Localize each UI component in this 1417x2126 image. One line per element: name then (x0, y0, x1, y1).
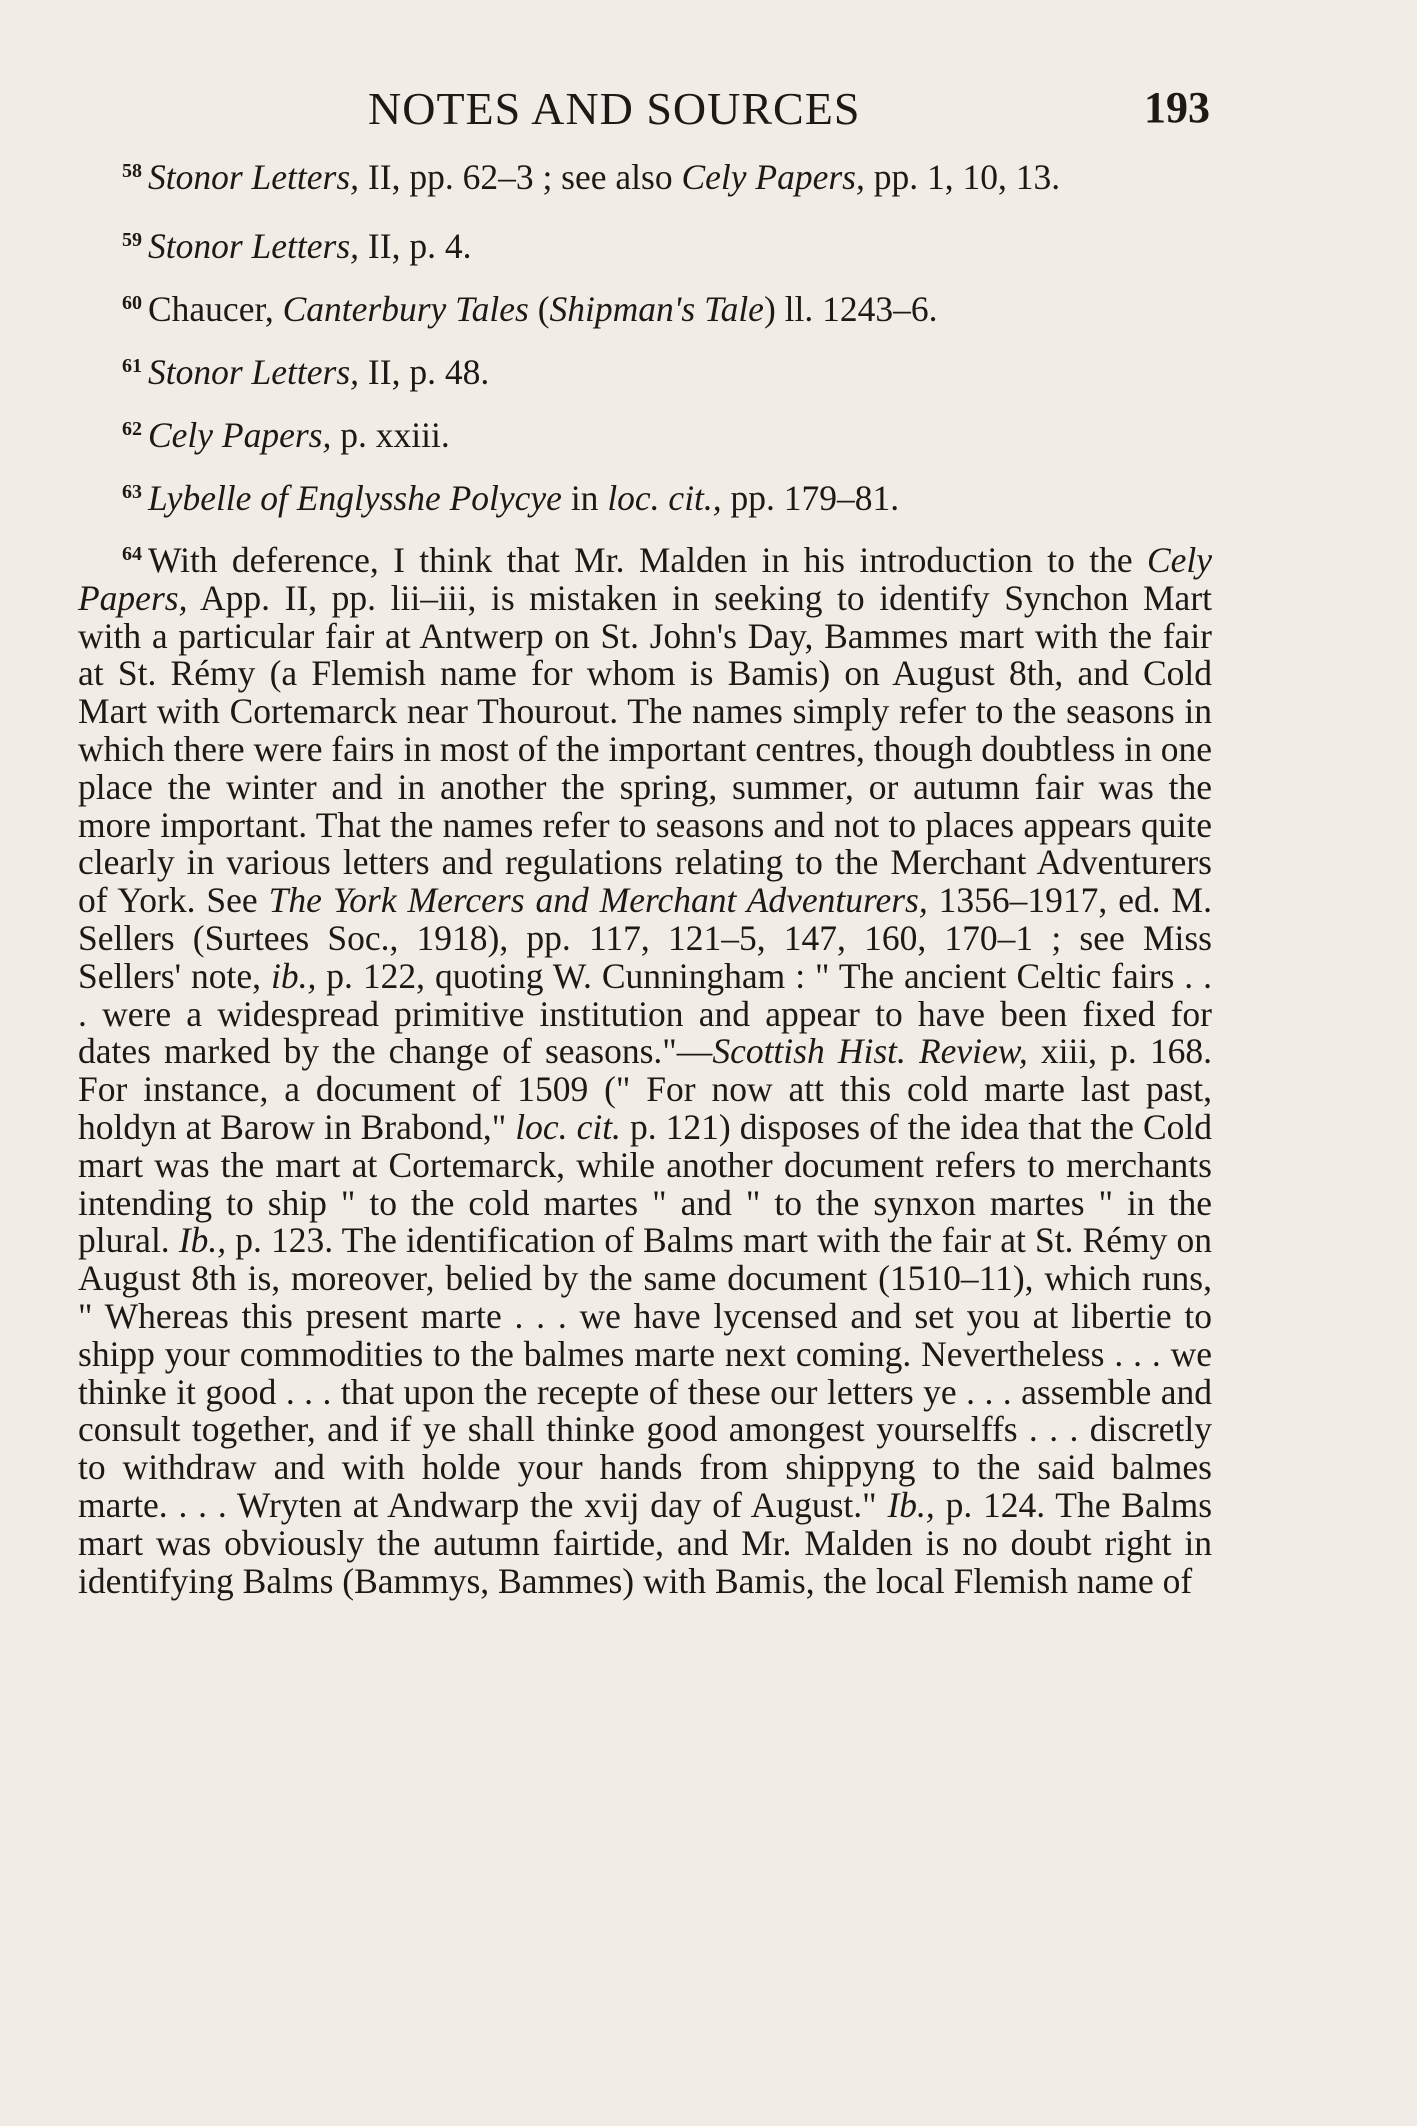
note-text-segment: II, p. 48. (359, 352, 490, 392)
note-text-segment: Stonor Letters, (148, 157, 360, 197)
note-text-segment: in (561, 478, 608, 518)
note-59 (78, 221, 1212, 266)
note-text-segment: p. 122, quoting W. Cunningham : " The ancient Celtic fairs . . . were a widespread primitive institution and appear to have been fixed for dates marked by the change of seasons."— (78, 955, 1212, 1072)
note-text-segment: Ib., (178, 1220, 227, 1261)
note-text-segment: Cely Papers, (681, 157, 865, 197)
note-61 (78, 347, 1212, 392)
note-number: 62 (122, 418, 142, 440)
note-number: 60 (122, 292, 142, 314)
running-title: NOTES AND SOURCES (368, 83, 861, 134)
note-text-segment: Scottish Hist. Review, (712, 1031, 1028, 1072)
note-text-segment: Shipman's Tale (549, 289, 764, 329)
note-text-segment: pp. 1, 10, 13. (864, 157, 1061, 197)
note-text-segment: pp. 179–81. (721, 478, 900, 518)
note-text-segment: Cely Papers, (148, 415, 332, 455)
note-text-segment: ) ll. 1243–6. (763, 289, 938, 329)
note-63 (78, 473, 1212, 518)
note-text-segment: ib., (270, 955, 317, 996)
note-text-segment: Lybelle of Englysshe Polycye (148, 478, 562, 518)
note-number: 64 (122, 543, 142, 565)
note-text-segment: 1356–1917, ed. M. Sellers (Surtees Soc., 1918), pp. 117, 121–5, 147, 160, 170–1 ; see Miss Sellers' note, (78, 880, 1213, 996)
note-text-segment: xiii, p. 168. For instance, a document of 1509 (" For now att this cold marte last past, holdyn at Barow in Brabond," (78, 1031, 1213, 1147)
note-number: 59 (122, 229, 142, 251)
note-text-segment: p. xxiii. (331, 415, 450, 455)
note-60 (78, 284, 1212, 329)
endnotes (78, 152, 1212, 1600)
note-text-segment: Cely Papers, (78, 540, 1212, 618)
note-text-segment: Stonor Letters, (148, 352, 360, 392)
page-number: 193 (1144, 83, 1210, 132)
note-text-segment: App. II, pp. lii–iii, is mistaken in seeking to identify Synchon Mart with a particular fair at Antwerp on St. John's Day, Bammes mart with the fair at St. Rémy (a Flemish name for whom is Bamis) on August 8th, and Cold Mart with Cortemarck near Thourout. The names simply refer to the seasons in which there were fairs in most of the important centres, though doubtless in one place the winter and in another the spring, summer, or autumn fair was the more important. That the names refer to seasons and not to places appears quite clearly in various letters and regulations relating to the Merchant Adventurers of York. See (78, 577, 1212, 921)
note-text-segment: p. 124. The Balms mart was obviously the autumn fairtide, and Mr. Malden is no doubt right in identifying Balms (Bammys, Bammes) with Bamis, the local Flemish name of (78, 1484, 1213, 1601)
note-text-segment: Ib., (887, 1484, 935, 1525)
note-62 (78, 410, 1212, 455)
note-number: 63 (122, 481, 142, 503)
note-text-segment: ( (528, 289, 550, 329)
note-text-segment: II, pp. 62–3 ; see also (359, 157, 682, 197)
note-text-segment: Canterbury Tales (282, 289, 529, 329)
note-text-segment: II, p. 4. (359, 226, 472, 266)
note-58 (78, 152, 1212, 197)
note-text-segment: loc. cit. (515, 1106, 621, 1147)
page-header (78, 82, 1210, 142)
note-number: 58 (122, 160, 142, 182)
note-text-segment: loc. cit., (607, 478, 722, 518)
note-text-segment: With deference, I think that Mr. Malden in his introduction to the (148, 540, 1147, 580)
note-text-segment: The York Mercers and Merchant Adventurers, (268, 880, 928, 921)
note-text-segment: p. 123. The identification of Balms mart with the fair at St. Rémy on August 8th is, moreover, belied by the same document (1510–11), which runs, " Whereas this present marte . . . we have lycensed and set you at libertie to shipp your commodities to the balmes marte next coming. Nevertheless . . . we thinke it good . . . that upon the recepte of these our letters ye . . . assemble and consult together, and if ye shall thinke good amongest yourselffs . . . discretly to withdraw and with holde your hands from shippyng to the said balmes marte. . . . Wryten at Andwarp the xvij day of August." (78, 1220, 1212, 1525)
note-number: 61 (122, 355, 142, 377)
note-text-segment: p. 121) disposes of the idea that the Cold mart was the mart at Cortemarck, while another document refers to merchants intending to ship " to the cold martes " and " to the synxon martes " in the plural. (78, 1106, 1212, 1261)
note-text-segment: Stonor Letters, (148, 226, 360, 266)
note-64 (78, 536, 1212, 1600)
note-text-segment: Chaucer, (148, 289, 283, 329)
